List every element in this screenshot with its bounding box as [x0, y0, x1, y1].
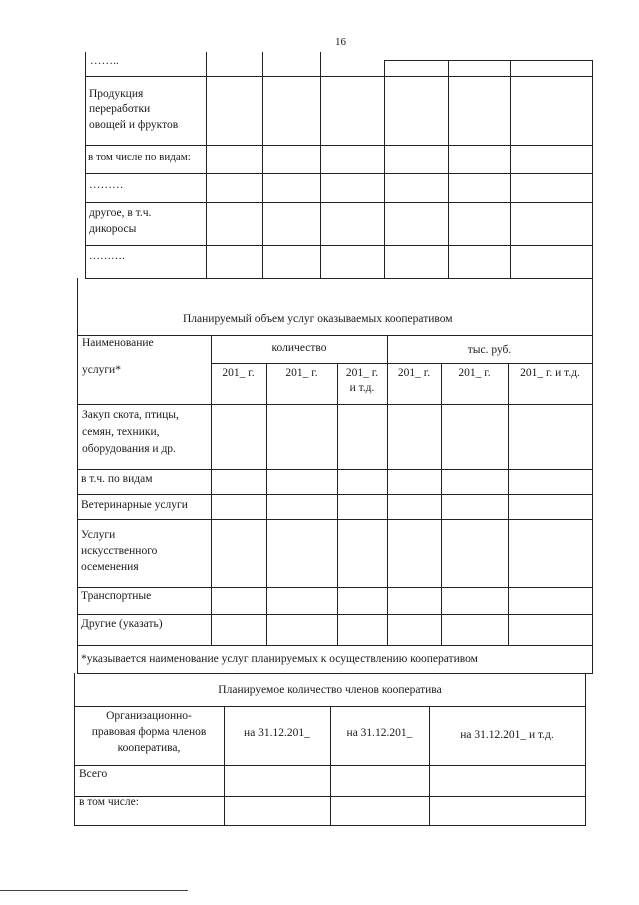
row-label: в т.ч. по видам — [81, 473, 153, 485]
row-label: осеменения — [81, 561, 139, 573]
row-label: в том числе по видам: — [88, 151, 191, 163]
year-header: 201_ г. — [222, 367, 255, 379]
row-label: переработки — [89, 103, 151, 115]
year-header: 201_ г. и т.д. — [520, 367, 580, 379]
year-header: 201_ г. — [345, 367, 379, 379]
row-label: …….. — [90, 55, 119, 67]
year-header: 201_ г. — [285, 367, 318, 379]
col-header: правовая форма членов — [91, 726, 207, 738]
date-header: на 31.12.201_ — [346, 727, 413, 739]
year-header-etc: и т.д. — [349, 382, 375, 394]
row-label: Другие (указать) — [81, 618, 163, 630]
row-label: Закуп скота, птицы, — [82, 409, 179, 421]
row-label: Транспортные — [81, 590, 152, 602]
row-label: овощей и фруктов — [89, 119, 179, 131]
footnote: *указывается наименование услуг планируемых к осуществлению кооперативом — [81, 653, 478, 665]
col-header: кооператива, — [117, 742, 181, 754]
date-header: на 31.12.201_ и т.д. — [460, 729, 554, 741]
col-name-header: Наименование — [82, 337, 154, 349]
date-header: на 31.12.201_ — [244, 727, 310, 739]
row-label: Продукция — [89, 88, 144, 100]
row-label: семян, техники, — [82, 426, 160, 438]
group-header-rub: тыс. руб. — [467, 344, 512, 356]
col-name-header: услуги* — [82, 364, 121, 376]
row-label: Всего — [79, 768, 108, 780]
row-label: в том числе: — [79, 796, 139, 808]
page-number: 16 — [335, 36, 346, 48]
row-label: другое, в т.ч. — [89, 207, 152, 219]
scan-line — [0, 890, 188, 891]
row-label: искусственного — [81, 545, 158, 557]
members-title: Планируемое количество членов кооператива — [218, 684, 442, 696]
row-label: дикоросы — [89, 223, 137, 235]
row-label: ………. — [89, 250, 125, 262]
row-label: Услуги — [81, 529, 116, 541]
col-header: Организационно- — [106, 710, 192, 722]
services-title: Планируемый объем услуг оказываемых кооперативом — [183, 313, 453, 325]
row-label: Ветеринарные услуги — [81, 499, 188, 511]
row-label: ……… — [89, 179, 124, 191]
year-header: 201_ г. — [458, 367, 491, 379]
year-header: 201_ г. — [397, 367, 431, 379]
group-header-quantity: количество — [271, 342, 327, 354]
row-label: оборудования и др. — [82, 443, 176, 455]
